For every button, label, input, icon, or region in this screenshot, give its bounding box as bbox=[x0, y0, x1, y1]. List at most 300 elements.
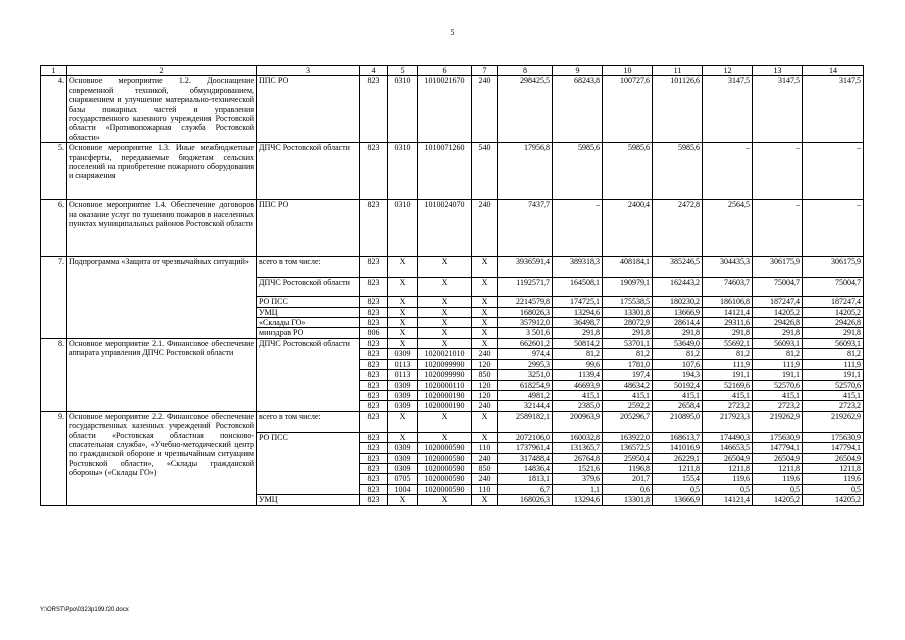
amount-cell: 618254,9 bbox=[498, 380, 553, 390]
csr-cell: Х bbox=[418, 307, 472, 317]
header-cell: 3 bbox=[257, 66, 360, 76]
amount-cell: 291,8 bbox=[653, 328, 703, 338]
activity-name-cell: Подпрограмма «Защита от чрезвычайных ситуаций» bbox=[67, 257, 257, 339]
vr-cell: 240 bbox=[472, 401, 498, 411]
amount-cell: 217923,3 bbox=[703, 411, 753, 432]
rzpr-cell: Х bbox=[388, 495, 418, 505]
amount-cell: 3147,5 bbox=[803, 76, 864, 143]
header-cell: 4 bbox=[360, 66, 388, 76]
csr-cell: Х bbox=[418, 297, 472, 307]
executor-cell: РО ПСС bbox=[257, 432, 360, 494]
grbs-cell: 823 bbox=[360, 484, 388, 494]
amount-cell: 81,2 bbox=[753, 349, 803, 359]
grbs-cell: 823 bbox=[360, 432, 388, 442]
rzpr-cell: 0310 bbox=[388, 200, 418, 257]
amount-cell: 175630,9 bbox=[803, 432, 864, 442]
amount-cell: 56093,1 bbox=[753, 338, 803, 348]
amount-cell: 99,6 bbox=[553, 359, 603, 369]
amount-cell: 29426,8 bbox=[753, 318, 803, 328]
amount-cell: 13666,9 bbox=[653, 307, 703, 317]
grbs-cell: 823 bbox=[360, 349, 388, 359]
csr-cell: Х bbox=[418, 257, 472, 278]
activity-name-cell: Основное мероприятие 1.2. Дооснащение современной техникой, обмундированием, снаряжением и улучшение материально-технической базы пожарных частей и управления государственного казенного учреждения Ростовской области «Противопожарная служба Ростовской области» bbox=[67, 76, 257, 143]
amount-cell: 26504,9 bbox=[753, 453, 803, 463]
amount-cell: 2385,0 bbox=[553, 401, 603, 411]
amount-cell: 2564,5 bbox=[703, 200, 753, 257]
amount-cell: 81,2 bbox=[553, 349, 603, 359]
vr-cell: 110 bbox=[472, 484, 498, 494]
amount-cell: 17956,8 bbox=[498, 143, 553, 200]
csr-cell: 1010024070 bbox=[418, 200, 472, 257]
amount-cell: 111,9 bbox=[703, 359, 753, 369]
csr-cell: 1010021670 bbox=[418, 76, 472, 143]
csr-cell: 1020000190 bbox=[418, 390, 472, 400]
amount-cell: 304435,3 bbox=[703, 257, 753, 278]
amount-cell: 111,9 bbox=[753, 359, 803, 369]
csr-cell: 1020099990 bbox=[418, 359, 472, 369]
amount-cell: 131365,7 bbox=[553, 443, 603, 453]
grbs-cell: 806 bbox=[360, 328, 388, 338]
csr-cell: Х bbox=[418, 318, 472, 328]
amount-cell: 0,5 bbox=[803, 484, 864, 494]
rzpr-cell: 0310 bbox=[388, 76, 418, 143]
amount-cell: 2072106,0 bbox=[498, 432, 553, 442]
amount-cell: 55692,1 bbox=[703, 338, 753, 348]
amount-cell: 291,8 bbox=[703, 328, 753, 338]
header-cell: 6 bbox=[418, 66, 472, 76]
amount-cell: 13301,8 bbox=[603, 307, 653, 317]
amount-cell: 48634,2 bbox=[603, 380, 653, 390]
amount-cell: 52570,6 bbox=[753, 380, 803, 390]
table-row bbox=[41, 411, 864, 432]
vr-cell: 540 bbox=[472, 143, 498, 200]
amount-cell: 1211,8 bbox=[703, 463, 753, 473]
grbs-cell: 823 bbox=[360, 401, 388, 411]
rzpr-cell: Х bbox=[388, 318, 418, 328]
table-row bbox=[41, 338, 864, 348]
amount-cell: 3 501,6 bbox=[498, 328, 553, 338]
amount-cell: 187247,4 bbox=[753, 297, 803, 307]
vr-cell: Х bbox=[472, 328, 498, 338]
csr-cell: 1020000590 bbox=[418, 443, 472, 453]
amount-cell: 56093,1 bbox=[803, 338, 864, 348]
grbs-cell: 823 bbox=[360, 463, 388, 473]
amount-cell: 194,3 bbox=[653, 370, 703, 380]
amount-cell: 974,4 bbox=[498, 349, 553, 359]
vr-cell: 240 bbox=[472, 76, 498, 143]
amount-cell: 7437,7 bbox=[498, 200, 553, 257]
amount-cell: 662601,2 bbox=[498, 338, 553, 348]
amount-cell: 186106,8 bbox=[703, 297, 753, 307]
amount-cell: 160032,8 bbox=[553, 432, 603, 442]
vr-cell: Х bbox=[472, 432, 498, 442]
table-row bbox=[41, 257, 864, 278]
rzpr-cell: 0309 bbox=[388, 349, 418, 359]
executor-cell: УМЦ bbox=[257, 307, 360, 317]
budget-table bbox=[40, 65, 864, 506]
rzpr-cell: Х bbox=[388, 328, 418, 338]
amount-cell: 50192,4 bbox=[653, 380, 703, 390]
csr-cell: Х bbox=[418, 338, 472, 348]
grbs-cell: 823 bbox=[360, 297, 388, 307]
rzpr-cell: 0113 bbox=[388, 370, 418, 380]
vr-cell: Х bbox=[472, 318, 498, 328]
file-path-footer: Y:\ORST\Ppo\0323p199.f20.docx bbox=[40, 607, 129, 613]
grbs-cell: 823 bbox=[360, 390, 388, 400]
csr-cell: 1020099990 bbox=[418, 370, 472, 380]
amount-cell: 107,6 bbox=[653, 359, 703, 369]
rzpr-cell: Х bbox=[388, 411, 418, 432]
rzpr-cell: 0113 bbox=[388, 359, 418, 369]
amount-cell: 1,1 bbox=[553, 484, 603, 494]
vr-cell: 120 bbox=[472, 390, 498, 400]
amount-cell: 306175,9 bbox=[803, 257, 864, 278]
executor-cell: минздрав РО bbox=[257, 328, 360, 338]
executor-cell: ППС РО bbox=[257, 76, 360, 143]
amount-cell: 2723,2 bbox=[753, 401, 803, 411]
rzpr-cell: 0309 bbox=[388, 443, 418, 453]
grbs-cell: 823 bbox=[360, 474, 388, 484]
amount-cell: 164508,1 bbox=[553, 278, 603, 297]
amount-cell: 2472,8 bbox=[653, 200, 703, 257]
amount-cell: 2658,4 bbox=[653, 401, 703, 411]
amount-cell: 168026,3 bbox=[498, 495, 553, 505]
row-number-cell: 6. bbox=[41, 200, 67, 257]
amount-cell: 14836,4 bbox=[498, 463, 553, 473]
amount-cell: 357912,0 bbox=[498, 318, 553, 328]
rzpr-cell: 0309 bbox=[388, 401, 418, 411]
rzpr-cell: Х bbox=[388, 307, 418, 317]
amount-cell: 136572,5 bbox=[603, 443, 653, 453]
header-cell: 1 bbox=[41, 66, 67, 76]
amount-cell: 29311,6 bbox=[703, 318, 753, 328]
amount-cell: 175538,5 bbox=[603, 297, 653, 307]
amount-cell: 14205,2 bbox=[753, 495, 803, 505]
executor-cell: «Склады ГО» bbox=[257, 318, 360, 328]
amount-cell: 201,7 bbox=[603, 474, 653, 484]
executor-cell: РО ПСС bbox=[257, 297, 360, 307]
table-row bbox=[41, 76, 864, 143]
amount-cell: 2214579,8 bbox=[498, 297, 553, 307]
amount-cell: 5985,6 bbox=[553, 143, 603, 200]
rzpr-cell: 0309 bbox=[388, 390, 418, 400]
amount-cell: 119,6 bbox=[703, 474, 753, 484]
rzpr-cell: 0309 bbox=[388, 380, 418, 390]
grbs-cell: 823 bbox=[360, 338, 388, 348]
amount-cell: 175630,9 bbox=[753, 432, 803, 442]
row-number-cell: 8. bbox=[41, 338, 67, 411]
rzpr-cell: Х bbox=[388, 278, 418, 297]
amount-cell: 146653,5 bbox=[703, 443, 753, 453]
amount-cell: 197,4 bbox=[603, 370, 653, 380]
amount-cell: 415,1 bbox=[603, 390, 653, 400]
amount-cell: 163922,0 bbox=[603, 432, 653, 442]
amount-cell: 1196,8 bbox=[603, 463, 653, 473]
amount-cell: 119,6 bbox=[803, 474, 864, 484]
grbs-cell: 823 bbox=[360, 380, 388, 390]
amount-cell: 3251,0 bbox=[498, 370, 553, 380]
grbs-cell: 823 bbox=[360, 257, 388, 278]
amount-cell: 100727,6 bbox=[603, 76, 653, 143]
amount-cell: 2400,4 bbox=[603, 200, 653, 257]
amount-cell: 53649,0 bbox=[653, 338, 703, 348]
amount-cell: 1139,4 bbox=[553, 370, 603, 380]
amount-cell: – bbox=[803, 200, 864, 257]
amount-cell: 291,8 bbox=[553, 328, 603, 338]
amount-cell: 2589182,1 bbox=[498, 411, 553, 432]
amount-cell: 200963,9 bbox=[553, 411, 603, 432]
amount-cell: 1211,8 bbox=[653, 463, 703, 473]
executor-cell: УМЦ bbox=[257, 495, 360, 505]
amount-cell: 1781,0 bbox=[603, 359, 653, 369]
rzpr-cell: Х bbox=[388, 338, 418, 348]
amount-cell: 415,1 bbox=[553, 390, 603, 400]
header-cell: 2 bbox=[67, 66, 257, 76]
grbs-cell: 823 bbox=[360, 307, 388, 317]
amount-cell: 187247,4 bbox=[803, 297, 864, 307]
amount-cell: 14205,2 bbox=[803, 495, 864, 505]
vr-cell: 240 bbox=[472, 453, 498, 463]
csr-cell: 1020000590 bbox=[418, 474, 472, 484]
vr-cell: 240 bbox=[472, 349, 498, 359]
grbs-cell: 823 bbox=[360, 200, 388, 257]
amount-cell: 29426,8 bbox=[803, 318, 864, 328]
executor-cell: ДПЧС Ростовской области bbox=[257, 143, 360, 200]
amount-cell: 50814,2 bbox=[553, 338, 603, 348]
grbs-cell: 823 bbox=[360, 370, 388, 380]
activity-name-cell: Основное мероприятие 2.2. Финансовое обеспечение государственных казенных учреждений Ростовской области «Ростовская областная поисково-спасательная служба», «Учебно-методический центр по гражданской обороне и чрезвычайным ситуациям Ростовской области», «Склады гражданской обороны» («Склады ГО») bbox=[67, 411, 257, 505]
csr-cell: 1020021010 bbox=[418, 349, 472, 359]
executor-cell: всего в том числе: bbox=[257, 411, 360, 432]
amount-cell: 81,2 bbox=[803, 349, 864, 359]
amount-cell: 415,1 bbox=[653, 390, 703, 400]
amount-cell: 147794,1 bbox=[803, 443, 864, 453]
amount-cell: 101126,6 bbox=[653, 76, 703, 143]
amount-cell: 168026,3 bbox=[498, 307, 553, 317]
amount-cell: 291,8 bbox=[803, 328, 864, 338]
table-row bbox=[41, 143, 864, 200]
vr-cell: 120 bbox=[472, 359, 498, 369]
amount-cell: – bbox=[753, 200, 803, 257]
amount-cell: 14121,4 bbox=[703, 307, 753, 317]
amount-cell: 13301,8 bbox=[603, 495, 653, 505]
header-cell: 10 bbox=[603, 66, 653, 76]
amount-cell: 205296,7 bbox=[603, 411, 653, 432]
amount-cell: 180230,2 bbox=[653, 297, 703, 307]
executor-cell: ППС РО bbox=[257, 200, 360, 257]
amount-cell: 168613,7 bbox=[653, 432, 703, 442]
amount-cell: 3147,5 bbox=[753, 76, 803, 143]
rzpr-cell: 0310 bbox=[388, 143, 418, 200]
amount-cell: 13294,6 bbox=[553, 307, 603, 317]
amount-cell: 2995,3 bbox=[498, 359, 553, 369]
amount-cell: 5985,6 bbox=[603, 143, 653, 200]
vr-cell: Х bbox=[472, 297, 498, 307]
amount-cell: 191,1 bbox=[703, 370, 753, 380]
grbs-cell: 823 bbox=[360, 76, 388, 143]
amount-cell: 26229,1 bbox=[653, 453, 703, 463]
vr-cell: 850 bbox=[472, 370, 498, 380]
amount-cell: – bbox=[803, 143, 864, 200]
amount-cell: 0,5 bbox=[653, 484, 703, 494]
amount-cell: 75004,7 bbox=[753, 278, 803, 297]
amount-cell: 1211,8 bbox=[753, 463, 803, 473]
rzpr-cell: Х bbox=[388, 257, 418, 278]
amount-cell: 0,5 bbox=[703, 484, 753, 494]
amount-cell: 68243,8 bbox=[553, 76, 603, 143]
amount-cell: 385246,5 bbox=[653, 257, 703, 278]
amount-cell: 1813,1 bbox=[498, 474, 553, 484]
header-cell: 14 bbox=[803, 66, 864, 76]
grbs-cell: 823 bbox=[360, 443, 388, 453]
amount-cell: 75004,7 bbox=[803, 278, 864, 297]
amount-cell: 0,6 bbox=[603, 484, 653, 494]
csr-cell: Х bbox=[418, 432, 472, 442]
amount-cell: 53701,1 bbox=[603, 338, 653, 348]
grbs-cell: 823 bbox=[360, 411, 388, 432]
amount-cell: 52169,6 bbox=[703, 380, 753, 390]
table-row bbox=[41, 200, 864, 257]
amount-cell: 408184,1 bbox=[603, 257, 653, 278]
header-cell: 8 bbox=[498, 66, 553, 76]
grbs-cell: 823 bbox=[360, 495, 388, 505]
grbs-cell: 823 bbox=[360, 278, 388, 297]
page-number: 5 bbox=[450, 28, 455, 37]
amount-cell: 306175,9 bbox=[753, 257, 803, 278]
vr-cell: Х bbox=[472, 338, 498, 348]
amount-cell: 191,1 bbox=[753, 370, 803, 380]
rzpr-cell: Х bbox=[388, 297, 418, 307]
amount-cell: 291,8 bbox=[753, 328, 803, 338]
row-number-cell: 5. bbox=[41, 143, 67, 200]
amount-cell: 52570,6 bbox=[803, 380, 864, 390]
row-number-cell: 4. bbox=[41, 76, 67, 143]
rzpr-cell: 0309 bbox=[388, 453, 418, 463]
rzpr-cell: 0309 bbox=[388, 463, 418, 473]
header-cell: 13 bbox=[753, 66, 803, 76]
vr-cell: 120 bbox=[472, 380, 498, 390]
amount-cell: 74603,7 bbox=[703, 278, 753, 297]
amount-cell: 147794,1 bbox=[753, 443, 803, 453]
amount-cell: 190979,1 bbox=[603, 278, 653, 297]
vr-cell: Х bbox=[472, 257, 498, 278]
amount-cell: 1192571,7 bbox=[498, 278, 553, 297]
rzpr-cell: Х bbox=[388, 432, 418, 442]
vr-cell: Х bbox=[472, 495, 498, 505]
amount-cell: 191,1 bbox=[803, 370, 864, 380]
amount-cell: 25950,4 bbox=[603, 453, 653, 463]
amount-cell: – bbox=[753, 143, 803, 200]
amount-cell: 36498,7 bbox=[553, 318, 603, 328]
csr-cell: Х bbox=[418, 495, 472, 505]
amount-cell: 162443,2 bbox=[653, 278, 703, 297]
amount-cell: – bbox=[703, 143, 753, 200]
amount-cell: 415,1 bbox=[803, 390, 864, 400]
row-number-cell: 9. bbox=[41, 411, 67, 505]
row-number-cell: 7. bbox=[41, 257, 67, 339]
amount-cell: 3936591,4 bbox=[498, 257, 553, 278]
executor-cell: ДПЧС Ростовской области bbox=[257, 338, 360, 411]
amount-cell: 141016,9 bbox=[653, 443, 703, 453]
csr-cell: Х bbox=[418, 328, 472, 338]
header-cell: 7 bbox=[472, 66, 498, 76]
executor-cell: ДПЧС Ростовской области bbox=[257, 278, 360, 297]
rzpr-cell: 1004 bbox=[388, 484, 418, 494]
amount-cell: 6,7 bbox=[498, 484, 553, 494]
amount-cell: 219262,9 bbox=[753, 411, 803, 432]
amount-cell: 1211,8 bbox=[803, 463, 864, 473]
amount-cell: 32144,4 bbox=[498, 401, 553, 411]
amount-cell: 174725,1 bbox=[553, 297, 603, 307]
vr-cell: 240 bbox=[472, 200, 498, 257]
vr-cell: 240 bbox=[472, 474, 498, 484]
header-cell: 5 bbox=[388, 66, 418, 76]
amount-cell: 26504,9 bbox=[803, 453, 864, 463]
header-cell: 11 bbox=[653, 66, 703, 76]
amount-cell: 81,2 bbox=[603, 349, 653, 359]
amount-cell: 4981,2 bbox=[498, 390, 553, 400]
csr-cell: 1020000190 bbox=[418, 401, 472, 411]
header-row bbox=[41, 66, 864, 76]
amount-cell: 26764,8 bbox=[553, 453, 603, 463]
amount-cell: 3147,5 bbox=[703, 76, 753, 143]
amount-cell: 14205,2 bbox=[753, 307, 803, 317]
header-cell: 9 bbox=[553, 66, 603, 76]
amount-cell: 2592,2 bbox=[603, 401, 653, 411]
amount-cell: 174490,3 bbox=[703, 432, 753, 442]
amount-cell: – bbox=[553, 200, 603, 257]
vr-cell: Х bbox=[472, 411, 498, 432]
amount-cell: 1521,6 bbox=[553, 463, 603, 473]
activity-name-cell: Основное мероприятие 2.1. Финансовое обеспечение аппарата управления ДПЧС Ростовской области bbox=[67, 338, 257, 411]
amount-cell: 155,4 bbox=[653, 474, 703, 484]
amount-cell: 14121,4 bbox=[703, 495, 753, 505]
activity-name-cell: Основное мероприятие 1.3. Иные межбюджетные трансферты, передаваемые бюджетам сельских поселений на приобретение пожарного оборудования и снаряжения bbox=[67, 143, 257, 200]
amount-cell: 13666,9 bbox=[653, 495, 703, 505]
amount-cell: 5985,6 bbox=[653, 143, 703, 200]
amount-cell: 0,5 bbox=[753, 484, 803, 494]
amount-cell: 415,1 bbox=[753, 390, 803, 400]
amount-cell: 26504,9 bbox=[703, 453, 753, 463]
executor-cell: всего в том числе: bbox=[257, 257, 360, 278]
csr-cell: 1020000590 bbox=[418, 463, 472, 473]
amount-cell: 13294,6 bbox=[553, 495, 603, 505]
amount-cell: 317488,4 bbox=[498, 453, 553, 463]
grbs-cell: 823 bbox=[360, 359, 388, 369]
amount-cell: 2723,2 bbox=[703, 401, 753, 411]
activity-name-cell: Основное мероприятие 1.4. Обеспечение договоров на оказание услуг по тушению пожаров в населенных пунктах муниципальных районов Ростовской области bbox=[67, 200, 257, 257]
amount-cell: 291,8 bbox=[603, 328, 653, 338]
rzpr-cell: 0705 bbox=[388, 474, 418, 484]
amount-cell: 298425,5 bbox=[498, 76, 553, 143]
amount-cell: 389318,3 bbox=[553, 257, 603, 278]
amount-cell: 219262,9 bbox=[803, 411, 864, 432]
amount-cell: 210895,0 bbox=[653, 411, 703, 432]
csr-cell: 1020000590 bbox=[418, 453, 472, 463]
amount-cell: 111,9 bbox=[803, 359, 864, 369]
csr-cell: Х bbox=[418, 278, 472, 297]
amount-cell: 81,2 bbox=[653, 349, 703, 359]
grbs-cell: 823 bbox=[360, 318, 388, 328]
csr-cell: 1010071260 bbox=[418, 143, 472, 200]
amount-cell: 119,6 bbox=[753, 474, 803, 484]
amount-cell: 415,1 bbox=[703, 390, 753, 400]
amount-cell: 379,6 bbox=[553, 474, 603, 484]
vr-cell: Х bbox=[472, 307, 498, 317]
amount-cell: 2723,2 bbox=[803, 401, 864, 411]
amount-cell: 46693,9 bbox=[553, 380, 603, 390]
header-cell: 12 bbox=[703, 66, 753, 76]
